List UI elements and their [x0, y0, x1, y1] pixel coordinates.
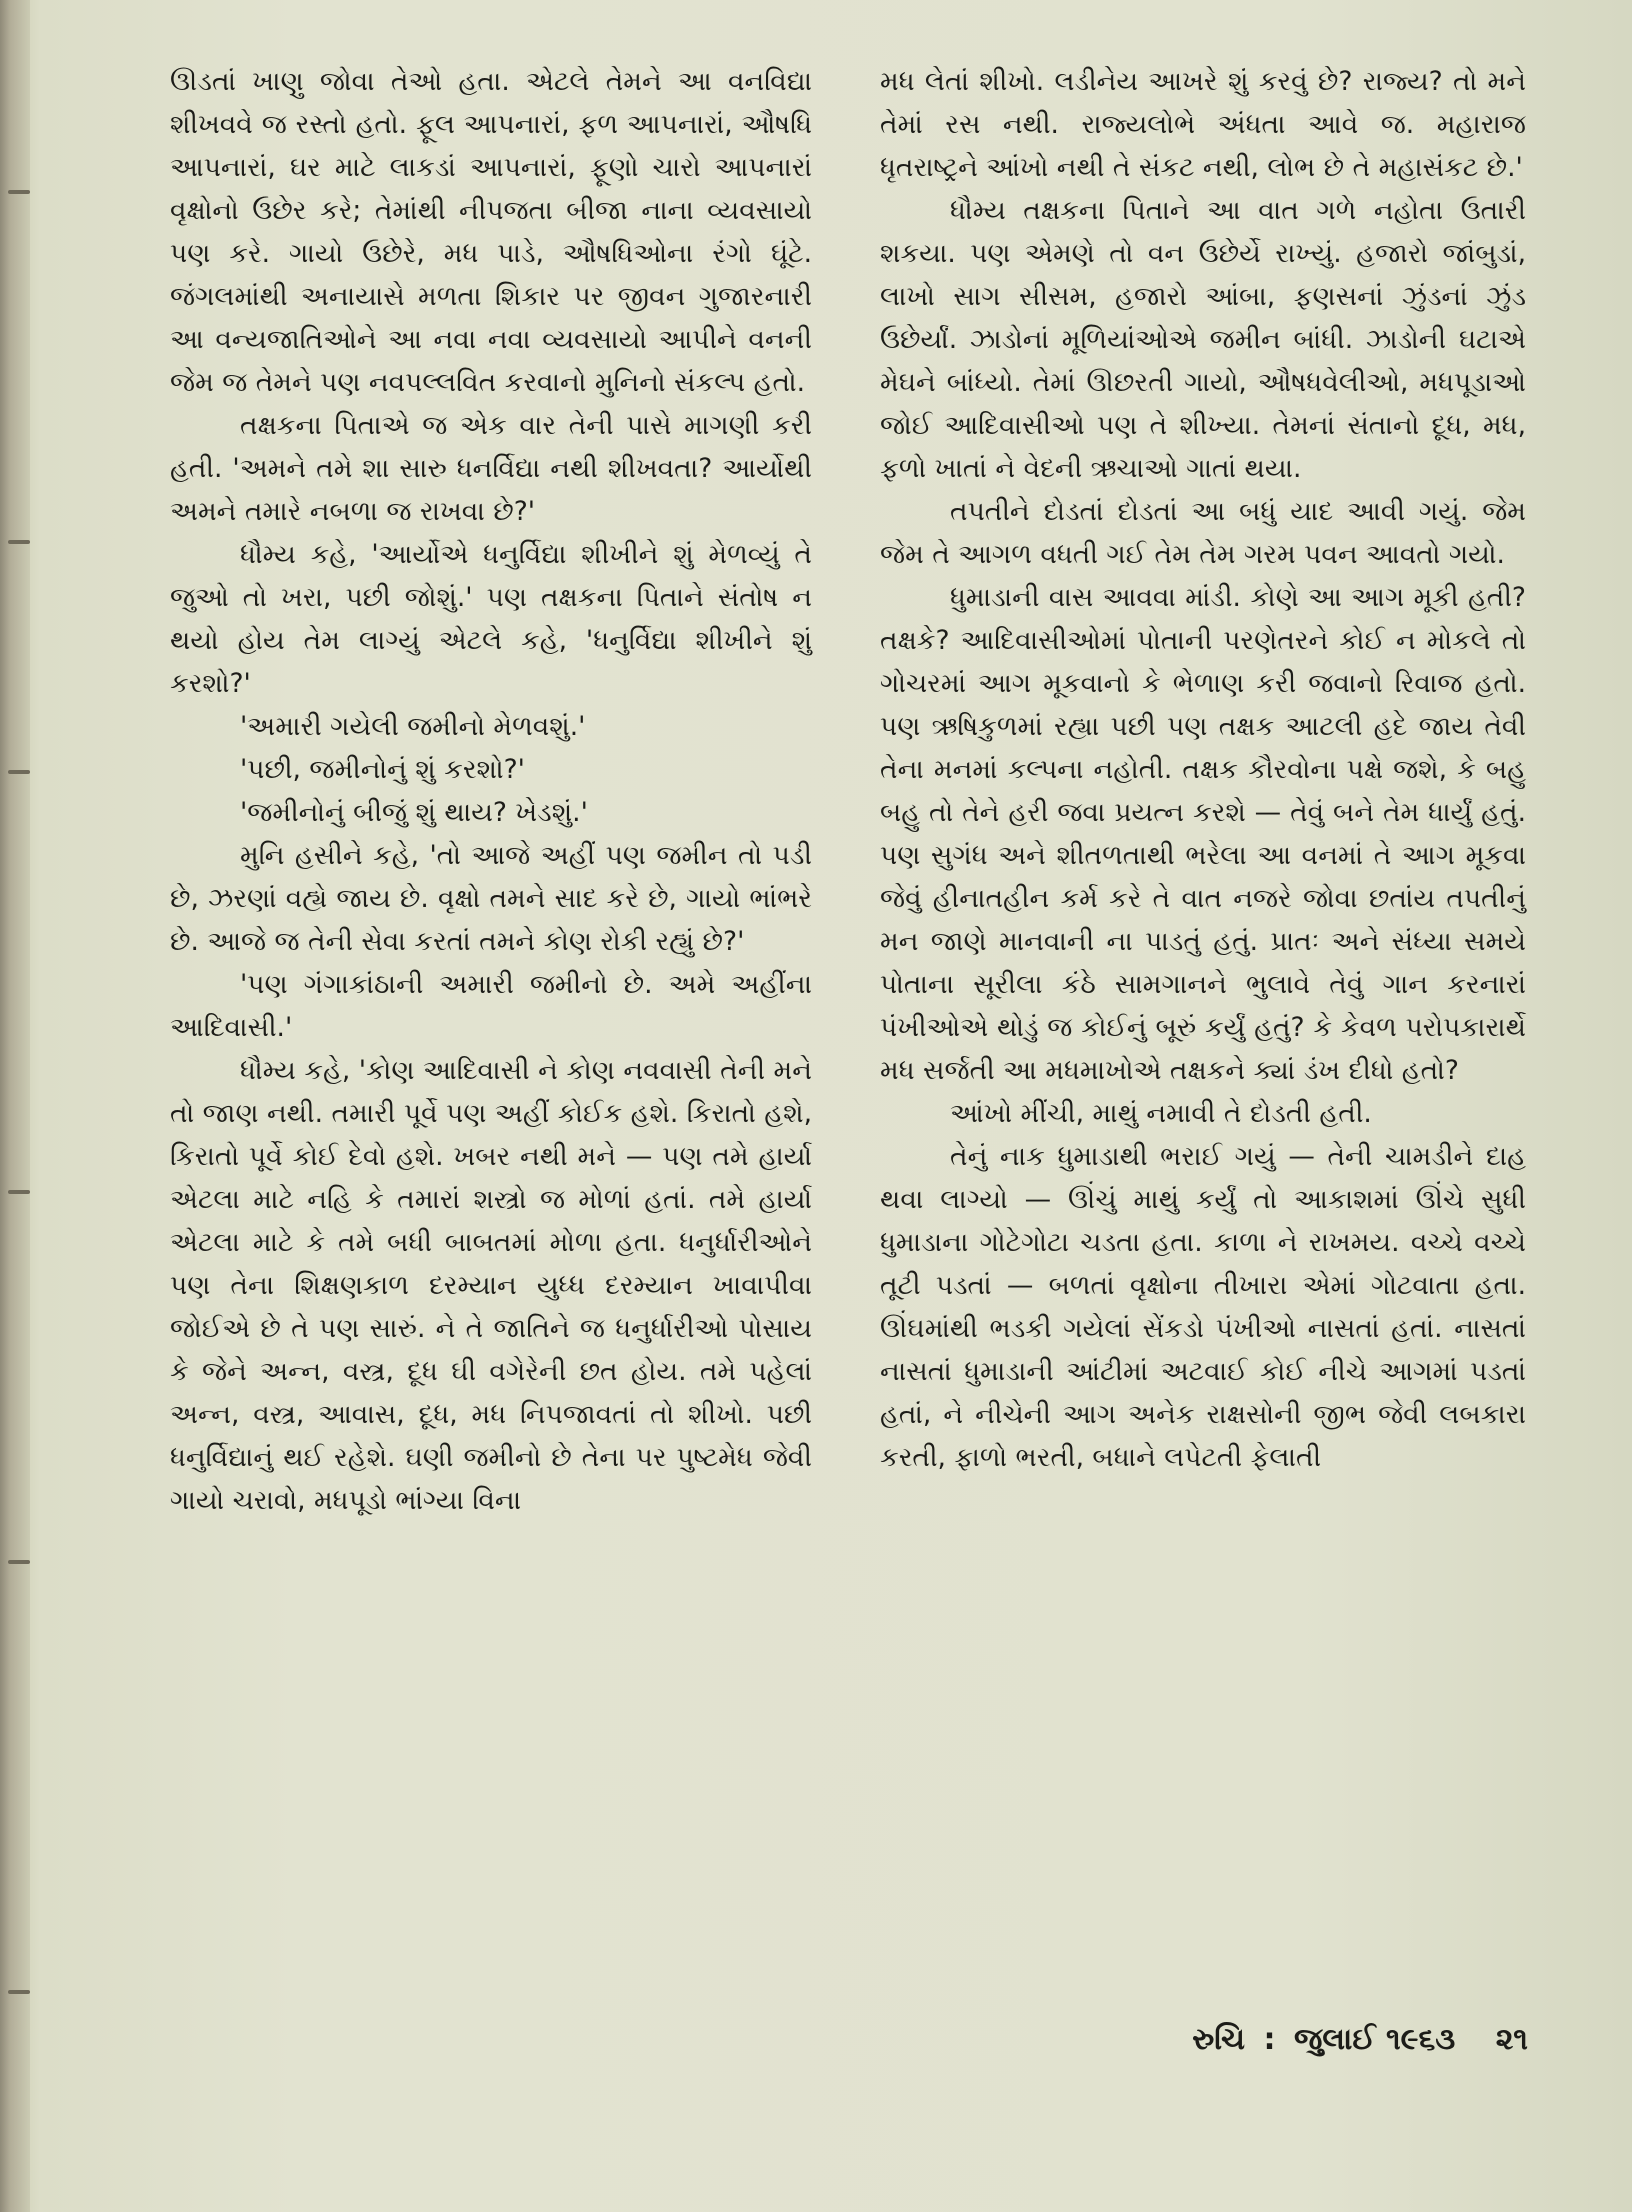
issue-date: જુલાઈ ૧૯૬૩	[1293, 2022, 1456, 2057]
binding-stitch	[8, 1190, 30, 1194]
binding-stitch	[8, 770, 30, 774]
dialogue-line: 'જમીનોનું બીજું શું થાય? ખેડશું.'	[240, 797, 588, 828]
paragraph: ધૌમ્ય કહે, 'કોણ આદિવાસી ને કોણ નવવાસી તેની મને તો જાણ નથી. તમારી પૂર્વે પણ અહીં કોઈક હશે. કિરાતો હશે, કિરાતો પૂર્વે કોઈ દેવો હશે. ખબર નથી મને — પણ તમે હાર્યા એટલા માટે નહિ કે તમારાં શસ્ત્રો જ મોળાં હતાં. તમે હાર્યા એટલા માટે કે તમે બધી બાબતમાં મોળા હતા. ધનુર્ધારીઓને પણ તેના શિક્ષણકાળ દરમ્યાન યુધ્ધ દરમ્યાન ખાવાપીવા જોઈએ છે તે પણ સારું. ને તે જાતિને જ ધનુર્ધારીઓ પોસાય કે જેને અન્ન, વસ્ત્ર, દૂધ ઘી વગેરેની છત હોય. તમે પહેલાં અન્ન, વસ્ત્ર, આવાસ, દૂધ, મધ નિપજાવતાં તો શીખો. પછી ધનુર્વિદ્યાનું થઈ રહેશે. ઘણી જમીનો છે તેના પર પુષ્ટમેધ જેવી ગાયો ચરાવો, મધપૂડો ભાંગ્યા વિના	[170, 1055, 812, 1516]
page-footer	[1184, 2022, 1528, 2057]
paragraph: તેનું નાક ધુમાડાથી ભરાઈ ગયું — તેની ચામડીને દાહ થવા લાગ્યો — ઊંચું માથું કર્યું તો આકાશમાં ઊંચે સુધી ધુમાડાના ગોટેગોટા ચડતા હતા. કાળા ને રાખમય. વચ્ચે વચ્ચે તૂટી પડતાં — બળતાં વૃક્ષોના તીખારા એમાં ગોટવાતા હતા. ઊંઘમાંથી ભડકી ગયેલાં સેંકડો પંખીઓ નાસતાં હતાં. નાસતાં નાસતાં ધુમાડાની આંટીમાં અટવાઈ કોઈ નીચે આગમાં પડતાં હતાં, ને નીચેની આગ અનેક રાક્ષસોની જીભ જેવી લબકારા કરતી, ફાળો ભરતી, બધાને લપેટતી ફેલાતી	[880, 1141, 1526, 1473]
paragraph: ધુમાડાની વાસ આવવા માંડી. કોણે આ આગ મૂકી હતી? તક્ષકે? આદિવાસીઓમાં પોતાની પરણેતરને કોઈ ન મોકલે તો ગોચરમાં આગ મૂકવાનો કે ભેળાણ કરી જવાનો રિવાજ હતો. પણ ઋષિકુળમાં રહ્યા પછી પણ તક્ષક આટલી હદે જાય તેવી તેના મનમાં કલ્પના નહોતી. તક્ષક કૌરવોના પક્ષે જશે, કે બહુ બહુ તો તેને હરી જવા પ્રયત્ન કરશે — તેવું બને તેમ ધાર્યું હતું. પણ સુગંધ અને શીતળતાથી ભરેલા આ વનમાં તે આગ મૂકવા જેવું હીનાતહીન કર્મ કરે તે વાત નજરે જોવા છતાંય તપતીનું મન જાણે માનવાની ના પાડતું હતું. પ્રાતઃ અને સંધ્યા સમયે પોતાના સૂરીલા કંઠે સામગાનને ભુલાવે તેવું ગાન કરનારાં પંખીઓએ થોડું જ કોઈનું બૂરું કર્યું હતું? કે કેવળ પરોપકારાર્થે મધ સર્જતી આ મધમાખોએ તક્ષકને ક્યાં ડંખ દીધો હતો?	[880, 582, 1526, 1086]
paragraph: તપતીને દોડતાં દોડતાં આ બધું યાદ આવી ગયું. જેમ જેમ તે આગળ વધતી ગઈ તેમ તેમ ગરમ પવન આવતો ગયો.	[880, 496, 1526, 570]
paragraph: આંખો મીંચી, માથું નમાવી તે દોડતી હતી.	[950, 1098, 1372, 1129]
paragraph: ધૌમ્ય કહે, 'આર્યોએ ધનુર્વિદ્યા શીખીને શું મેળવ્યું તે જુઓ તો ખરા, પછી જોશું.' પણ તક્ષકના પિતાને સંતોષ ન થયો હોય તેમ લાગ્યું એટલે કહે, 'ધનુર્વિદ્યા શીખીને શું કરશો?'	[170, 539, 812, 699]
paragraph: ધૌમ્ય તક્ષકના પિતાને આ વાત ગળે નહોતા ઉતારી શકયા. પણ એમણે તો વન ઉછેર્યે રાખ્યું. હજારો જાંબુડાં, લાખો સાગ સીસમ, હજારો આંબા, ફણસનાં ઝુંડનાં ઝુંડ ઉછેર્યાં. ઝાડોનાં મૂળિયાંઓએ જમીન બાંધી. ઝાડોની ઘટાએ મેઘને બાંધ્યો. તેમાં ઊછરતી ગાયો, ઔષધવેલીઓ, મધપૂડાઓ જોઈ આદિવાસીઓ પણ તે શીખ્યા. તેમનાં સંતાનો દૂધ, મધ, ફળો ખાતાં ને વેદની ઋચાઓ ગાતાં થયા.	[880, 195, 1526, 484]
binding-stitch	[8, 540, 30, 544]
footer-separator: :	[1263, 2022, 1276, 2057]
dialogue-line: 'પછી, જમીનોનું શું કરશો?'	[240, 754, 525, 785]
magazine-name: રુચિ	[1192, 2022, 1246, 2057]
page-binding-edge	[0, 0, 30, 2212]
binding-stitch	[8, 1990, 30, 1994]
binding-stitch	[8, 190, 30, 194]
right-text-column	[880, 60, 1526, 1479]
paragraph: તક્ષકના પિતાએ જ એક વાર તેની પાસે માગણી કરી હતી. 'અમને તમે શા સારુ ધનર્વિદ્યા નથી શીખવતા? આર્યોથી અમને તમારે નબળા જ રાખવા છે?'	[170, 410, 812, 527]
paragraph: ઊડતાં ખાણુ જોવા તેઓ હતા. એટલે તેમને આ વનવિદ્યા શીખવવે જ રસ્તો હતો. ફૂલ આપનારાં, ફળ આપનારાં, ઔષધિ આપનારાં, ઘર માટે લાકડાં આપનારાં, ફૂણો ચારો આપનારાં વૃક્ષોનો ઉછેર કરે; તેમાંથી નીપજતા બીજા નાના વ્યવસાયો પણ કરે. ગાયો ઉછેરે, મધ પાડે, ઔષધિઓના રંગો ઘૂંટે. જંગલમાંથી અનાયાસે મળતા શિકાર પર જીવન ગુજારનારી આ વન્યજાતિઓને આ નવા નવા વ્યવસાયો આપીને વનની જેમ જ તેમને પણ નવપલ્લવિત કરવાનો મુનિનો સંકલ્પ હતો.	[170, 66, 812, 398]
paragraph: મધ લેતાં શીખો. લડીનેય આખરે શું કરવું છે? રાજ્ય? તો મને તેમાં રસ નથી. રાજ્યલોભે અંધતા આવે જ. મહારાજ ધૃતરાષ્ટ્રને આંખો નથી તે સંકટ નથી, લોભ છે તે મહાસંકટ છે.'	[880, 66, 1526, 183]
left-text-column	[170, 60, 812, 1522]
dialogue-line: 'પણ ગંગાકાંઠાની અમારી જમીનો છે. અમે અહીંના આદિવાસી.'	[170, 969, 812, 1043]
paragraph: મુનિ હસીને કહે, 'તો આજે અહીં પણ જમીન તો પડી છે, ઝરણાં વહ્યે જાય છે. વૃક્ષો તમને સાદ કરે છે, ગાયો ભાંભરે છે. આજે જ તેની સેવા કરતાં તમને કોણ રોકી રહ્યું છે?'	[170, 840, 812, 957]
page-number: ૨૧	[1495, 2022, 1528, 2057]
dialogue-line: 'અમારી ગયેલી જમીનો મેળવશું.'	[240, 711, 586, 742]
binding-stitch	[8, 1560, 30, 1564]
